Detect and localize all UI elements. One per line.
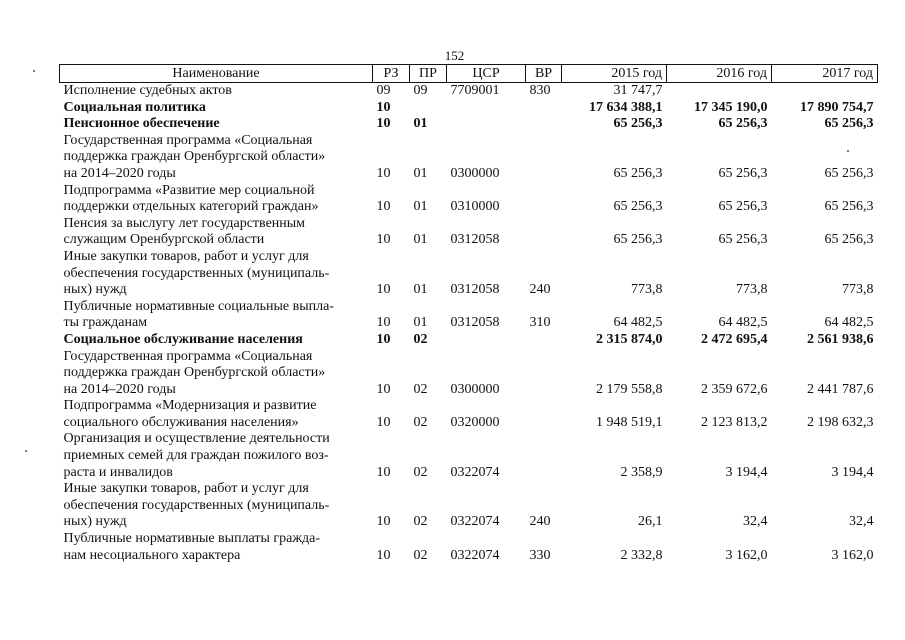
row-rz: 10 [376, 199, 391, 215]
row-value-2016: 65 256,3 [718, 232, 768, 248]
row-csr: 0312058 [450, 232, 500, 248]
row-pr: 02 [413, 464, 428, 480]
row-value-2015: 65 256,3 [613, 116, 663, 132]
row-value-2015: 2 315 874,0 [596, 331, 663, 347]
table-body [60, 83, 878, 565]
row-vr: 240 [529, 282, 551, 298]
table-row [60, 100, 878, 117]
row-pr: 02 [413, 547, 428, 563]
column-header-pr: ПР [410, 65, 447, 83]
table-row [60, 332, 878, 349]
column-header-2017: 2017 год [772, 65, 878, 83]
row-csr: 0312058 [450, 315, 500, 331]
row-vr [526, 349, 562, 399]
row-value-2016: 3 162,0 [725, 547, 768, 563]
row-vr [526, 116, 562, 133]
row-value-2016: 2 359 672,6 [701, 381, 768, 397]
row-vr: 240 [529, 514, 551, 530]
row-rz: 10 [376, 232, 391, 248]
row-name: Социальная политика [63, 99, 206, 115]
row-value-2017: 3 162,0 [831, 547, 874, 563]
row-rz: 10 [376, 315, 391, 331]
table-row [60, 531, 878, 564]
row-csr: 7709001 [450, 83, 500, 98]
row-csr: 0322074 [450, 547, 500, 563]
row-csr: 0320000 [450, 414, 500, 430]
row-name: Публичные нормативные выплаты гражда- нам несоциального характера [63, 531, 321, 563]
row-name: Пенсионное обеспечение [63, 116, 220, 132]
table-row [60, 216, 878, 249]
row-value-2017: 17 890 754,7 [800, 99, 874, 115]
row-rz: 10 [376, 282, 391, 298]
row-csr: 0322074 [450, 464, 500, 480]
row-vr: 310 [529, 315, 551, 331]
table-row [60, 116, 878, 133]
row-csr: 0310000 [450, 199, 500, 215]
row-name: Подпрограмма «Развитие мер социальной поддержки отдельных категорий граждан» [63, 182, 319, 215]
row-csr [447, 100, 526, 117]
row-vr [526, 100, 562, 117]
row-value-2016: 3 194,4 [725, 464, 768, 480]
row-vr: 330 [529, 547, 551, 563]
row-rz: 10 [376, 464, 391, 480]
row-value-2017: 2 441 787,6 [807, 381, 874, 397]
row-value-2015: 773,8 [631, 282, 663, 298]
table-row [60, 183, 878, 216]
row-value-2015: 2 332,8 [620, 547, 663, 563]
row-value-2017: 3 194,4 [831, 464, 874, 480]
row-value-2017: 773,8 [842, 282, 874, 298]
row-value-2015: 31 747,7 [613, 83, 663, 98]
row-value-2015: 2 358,9 [620, 464, 663, 480]
table-row [60, 83, 878, 100]
budget-table [59, 64, 878, 564]
row-value-2015: 2 179 558,8 [596, 381, 663, 397]
row-rz: 10 [376, 331, 391, 347]
row-rz: 10 [376, 547, 391, 563]
table-row [60, 249, 878, 299]
scan-speck [33, 70, 35, 72]
row-value-2015: 65 256,3 [613, 165, 663, 181]
row-value-2017: 64 482,5 [824, 315, 874, 331]
row-csr: 0322074 [450, 514, 500, 530]
row-value-2017: 2 198 632,3 [807, 414, 874, 430]
row-vr: 830 [529, 83, 551, 98]
column-header-name: Наименование [60, 65, 373, 83]
row-name: Иные закупки товаров, работ и услуг для обеспечения государственных (муниципаль- ных) нужд [63, 248, 330, 298]
row-pr: 02 [413, 331, 428, 347]
row-value-2016: 65 256,3 [718, 165, 768, 181]
row-vr [526, 216, 562, 249]
table-header-row [60, 65, 878, 83]
row-rz: 10 [376, 165, 391, 181]
scan-speck [25, 450, 27, 452]
row-csr: 0300000 [450, 381, 500, 397]
column-header-vr: ВР [526, 65, 562, 83]
row-pr: 01 [413, 165, 428, 181]
row-value-2016: 2 123 813,2 [701, 414, 768, 430]
table-row [60, 299, 878, 332]
row-value-2016 [667, 83, 772, 100]
row-csr [447, 332, 526, 349]
row-value-2015: 65 256,3 [613, 199, 663, 215]
row-rz: 10 [376, 514, 391, 530]
column-header-2016: 2016 год [667, 65, 772, 83]
row-value-2017: 65 256,3 [824, 165, 874, 181]
row-vr [526, 431, 562, 481]
row-value-2017: 32,4 [849, 514, 874, 530]
row-vr [526, 332, 562, 349]
row-vr [526, 183, 562, 216]
row-value-2015: 26,1 [638, 514, 663, 530]
row-value-2017: 65 256,3 [824, 232, 874, 248]
row-value-2015: 17 634 388,1 [589, 99, 663, 115]
row-value-2015: 64 482,5 [613, 315, 663, 331]
table-row [60, 133, 878, 183]
table-row [60, 349, 878, 399]
row-name: Иные закупки товаров, работ и услуг для обеспечения государственных (муниципаль- ных) нужд [63, 481, 330, 530]
table-row [60, 398, 878, 431]
row-value-2016: 64 482,5 [718, 315, 768, 331]
row-name: Публичные нормативные социальные выпла- ты гражданам [63, 298, 334, 331]
row-value-2016: 65 256,3 [718, 199, 768, 215]
column-header-2015: 2015 год [562, 65, 667, 83]
row-name: Организация и осуществление деятельности приемных семей для граждан пожилого воз- раста и инвалидов [63, 431, 330, 480]
row-pr: 01 [413, 116, 428, 132]
row-pr [410, 100, 447, 117]
row-name: Социальное обслуживание населения [63, 331, 303, 347]
row-value-2016: 2 472 695,4 [701, 331, 768, 347]
table-row [60, 431, 878, 481]
row-csr: 0300000 [450, 165, 500, 181]
row-value-2016: 773,8 [736, 282, 768, 298]
row-vr [526, 398, 562, 431]
row-pr: 01 [413, 315, 428, 331]
row-value-2016: 65 256,3 [718, 116, 768, 132]
row-value-2017 [772, 83, 878, 100]
row-vr [526, 133, 562, 183]
column-header-rz: РЗ [373, 65, 410, 83]
row-pr: 01 [413, 199, 428, 215]
row-value-2017: 65 256,3 [824, 199, 874, 215]
row-pr: 02 [413, 514, 428, 530]
row-rz: 10 [376, 414, 391, 430]
row-pr: 02 [413, 381, 428, 397]
table-row [60, 481, 878, 531]
column-header-csr: ЦСР [447, 65, 526, 83]
row-value-2017: 65 256,3 [824, 116, 874, 132]
row-pr: 01 [413, 282, 428, 298]
row-pr: 09 [413, 83, 428, 98]
row-pr: 01 [413, 232, 428, 248]
page-number-text: 152 [444, 48, 465, 63]
row-value-2016: 32,4 [743, 514, 768, 530]
row-name: Подпрограмма «Модернизация и развитие социального обслуживания населения» [63, 398, 317, 430]
row-value-2015: 1 948 519,1 [596, 414, 663, 430]
row-csr [447, 116, 526, 133]
row-pr: 02 [413, 414, 428, 430]
row-name: Государственная программа «Социальная поддержка граждан Оренбургской области» на 2014–2020 годы [63, 348, 326, 397]
row-rz: 10 [376, 99, 391, 115]
row-value-2015: 65 256,3 [613, 232, 663, 248]
row-rz: 09 [376, 83, 391, 98]
row-value-2017: 2 561 938,6 [807, 331, 874, 347]
row-name: Исполнение судебных актов [63, 83, 232, 98]
page-number [0, 48, 905, 64]
row-rz: 10 [376, 116, 391, 132]
row-csr: 0312058 [450, 282, 500, 298]
row-rz: 10 [376, 381, 391, 397]
row-name: Пенсия за выслугу лет государственным служащим Оренбургской области [63, 215, 306, 248]
row-name: Государственная программа «Социальная поддержка граждан Оренбургской области» на 2014–2020 годы [63, 132, 326, 181]
row-value-2016: 17 345 190,0 [694, 99, 768, 115]
